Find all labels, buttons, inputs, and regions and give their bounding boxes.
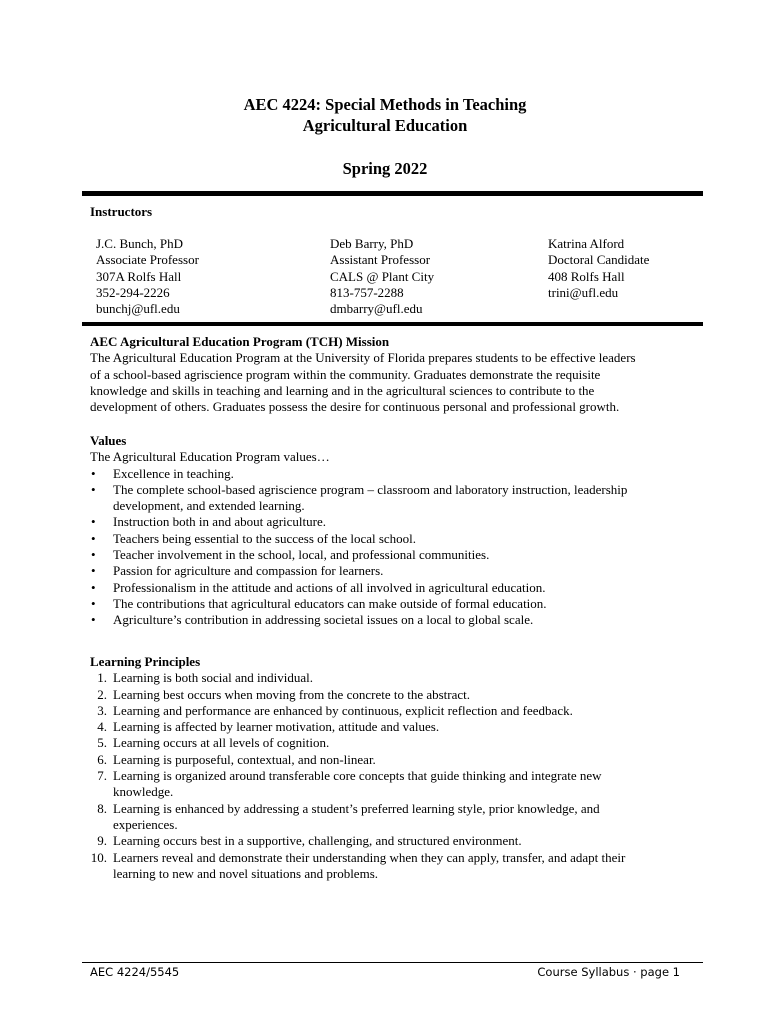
- list-item: 2. Learning best occurs when moving from the concrete to the abstract.: [90, 687, 690, 703]
- document-title-line-2: Agricultural Education: [302, 116, 468, 135]
- bullet-icon: •: [91, 612, 96, 628]
- instructor-title: Associate Professor: [96, 252, 199, 268]
- mission-line: knowledge and skills in teaching and learning and in the agricultural sciences to contribute to the: [90, 382, 595, 398]
- values-section: [90, 433, 690, 629]
- list-item: 9. Learning occurs best in a supportive, challenging, and structured environment.: [90, 833, 690, 849]
- instructor-bunch: [96, 236, 199, 317]
- instructor-office: 408 Rolfs Hall: [548, 268, 625, 284]
- list-item: 10. Learners reveal and demonstrate their understanding when they can apply, transfer, and adapt their learning to new and novel situations and problems.: [90, 849, 626, 881]
- item-number: 8.: [97, 800, 107, 816]
- values-intro: The Agricultural Education Program values…: [90, 449, 330, 465]
- list-item: 6. Learning is purposeful, contextual, and non-linear.: [90, 752, 690, 768]
- list-item: • Instruction both in and about agriculture.: [91, 514, 327, 530]
- item-number: 4.: [97, 719, 107, 735]
- instructor-barry: [330, 236, 434, 317]
- list-item: • Teachers being essential to the success of the local school.: [91, 530, 417, 546]
- bullet-icon: •: [91, 481, 96, 497]
- item-number: 10.: [90, 849, 107, 865]
- mission-line: of a school-based agriscience program within the community. Graduates demonstrate the requisite: [90, 366, 601, 382]
- header-divider: [82, 191, 703, 196]
- instructor-office: CALS @ Plant City: [330, 268, 435, 284]
- instructor-phone: 813-757-2288: [330, 284, 404, 300]
- instructor-email: trini@ufl.edu: [548, 284, 619, 300]
- item-number: 5.: [97, 735, 107, 751]
- instructor-email: dmbarry@ufl.edu: [330, 301, 423, 317]
- bullet-icon: •: [91, 465, 96, 481]
- mission-heading: AEC Agricultural Education Program (TCH) Mission: [90, 334, 390, 349]
- footer-page-label: Course Syllabus · page 1: [537, 965, 680, 979]
- list-item: 5. Learning occurs at all levels of cognition.: [90, 735, 690, 751]
- instructor-name: Deb Barry, PhD: [330, 236, 414, 251]
- footer-course-code: AEC 4224/5545: [90, 965, 180, 979]
- list-item: 1. Learning is both social and individual.: [90, 670, 690, 686]
- item-number: 7.: [97, 768, 107, 784]
- item-number: 2.: [97, 686, 107, 702]
- document-title: AEC 4224: Special Methods in Teaching: [243, 95, 527, 114]
- term-label: Spring 2022: [342, 159, 428, 178]
- item-number: 9.: [97, 833, 107, 849]
- list-item: • Teacher involvement in the school, local, and professional communities.: [91, 547, 490, 563]
- instructor-name: Katrina Alford: [548, 236, 625, 251]
- learning-principles-list: [90, 670, 690, 882]
- learning-principles-heading: Learning Principles: [90, 654, 201, 669]
- list-item: • The contributions that agricultural educators can make outside of formal education.: [91, 595, 547, 611]
- bullet-icon: •: [91, 514, 96, 530]
- item-number: 6.: [97, 751, 107, 767]
- instructor-title: Assistant Professor: [330, 252, 431, 268]
- instructors-heading: Instructors: [90, 204, 153, 219]
- list-item: 4. Learning is affected by learner motivation, attitude and values.: [90, 719, 690, 735]
- mission-section: [90, 334, 690, 415]
- instructor-email: bunchj@ufl.edu: [96, 301, 180, 317]
- instructor-phone: 352-294-2226: [96, 284, 170, 300]
- item-number: 1.: [97, 670, 107, 686]
- instructors-divider: [82, 322, 703, 326]
- list-item: • Agriculture’s contribution in addressing societal issues on a local to global scale.: [91, 612, 534, 628]
- bullet-icon: •: [91, 547, 96, 563]
- list-item: 8. Learning is enhanced by addressing a student’s preferred learning style, prior knowledge, and experiences.: [90, 801, 690, 834]
- values-list: [90, 466, 690, 629]
- bullet-icon: •: [91, 579, 96, 595]
- bullet-icon: •: [91, 563, 96, 579]
- list-item: 7. Learning is organized around transferable core concepts that guide thinking and integrate new knowledge.: [90, 768, 690, 801]
- list-item: 3. Learning and performance are enhanced by continuous, explicit reflection and feedback.: [90, 703, 690, 719]
- list-item: • Professionalism in the attitude and actions of all involved in agricultural education.: [91, 579, 546, 595]
- list-item: • Passion for agriculture and compassion for learners.: [91, 563, 384, 579]
- footer-divider: [82, 962, 703, 963]
- mission-line: development of others. Graduates possess the desire for continuous personal and professional growth.: [90, 399, 620, 415]
- values-heading: Values: [90, 433, 127, 448]
- instructor-office: 307A Rolfs Hall: [96, 268, 182, 284]
- learning-principles-section: [90, 654, 690, 882]
- list-item: • The complete school-based agriscience program – classroom and laboratory instruction, leadership development, and extended learning.: [91, 481, 628, 514]
- mission-line: The Agricultural Education Program at the University of Florida prepares students to be effective leaders: [90, 350, 636, 366]
- instructor-alford: [548, 236, 649, 301]
- instructor-name: J.C. Bunch, PhD: [96, 236, 184, 251]
- item-number: 3.: [97, 702, 107, 718]
- list-item: • Excellence in teaching.: [91, 465, 234, 481]
- bullet-icon: •: [91, 595, 96, 611]
- instructor-title: Doctoral Candidate: [548, 252, 650, 268]
- bullet-icon: •: [91, 530, 96, 546]
